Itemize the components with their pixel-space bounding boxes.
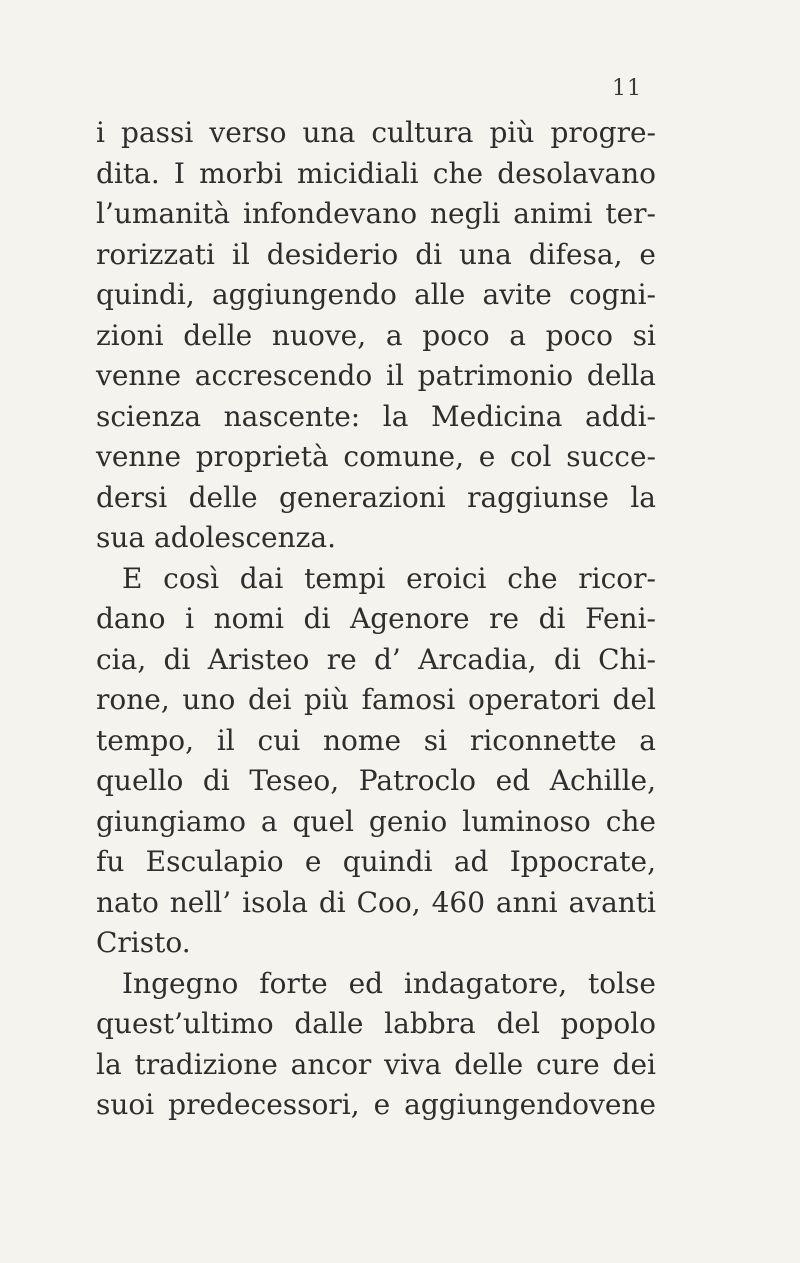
text-line: E così dai tempi eroici che ricor- <box>122 561 656 595</box>
text-line: suoi predecessori, e aggiungendovene <box>96 1088 656 1121</box>
text-line: l’umanità infondevano negli animi ter- <box>96 197 656 230</box>
text-line: dersi delle generazioni raggiunse la <box>96 480 656 514</box>
text-line: rorizzati il desiderio di una difesa, e <box>96 237 656 271</box>
text-line: Ingegno forte ed indagatore, tolse <box>122 966 656 1000</box>
text-line: quello di Teseo, Patroclo ed Achille, <box>96 764 656 797</box>
text-line: cia, di Aristeo re d’ Arcadia, di Chi- <box>96 642 656 676</box>
text-line: dano i nomi di Agenore re di Feni- <box>96 602 656 635</box>
text-line: venne accrescendo il patrimonio della <box>96 359 656 392</box>
text-line: Cristo. <box>96 926 191 959</box>
page-number: 11 <box>612 76 642 101</box>
text-line: la tradizione ancor viva delle cure dei <box>96 1047 656 1081</box>
text-line: venne proprietà comune, e col succe- <box>96 440 656 473</box>
text-line: quest’ultimo dalle labbra del popolo <box>96 1007 656 1040</box>
text-line: nato nell’ isola di Coo, 460 anni avanti <box>96 885 656 919</box>
text-line: rone, uno dei più famosi operatori del <box>96 683 656 716</box>
text-line: scienza nascente: la Medicina addi- <box>96 399 656 433</box>
body-text <box>96 113 656 1126</box>
text-line: tempo, il cui nome si riconnette a <box>96 723 656 757</box>
text-line: i passi verso una cultura più progre- <box>96 116 656 149</box>
text-line: quindi, aggiungendo alle avite cogni- <box>96 278 656 311</box>
text-line: zioni delle nuove, a poco a poco si <box>96 318 656 352</box>
text-line: sua adolescenza. <box>96 521 336 554</box>
text-line: giungiamo a quel genio luminoso che <box>96 804 656 838</box>
text-line: fu Esculapio e quindi ad Ippocrate, <box>96 845 656 878</box>
text-line: dita. I morbi micidiali che desolavano <box>96 156 656 190</box>
